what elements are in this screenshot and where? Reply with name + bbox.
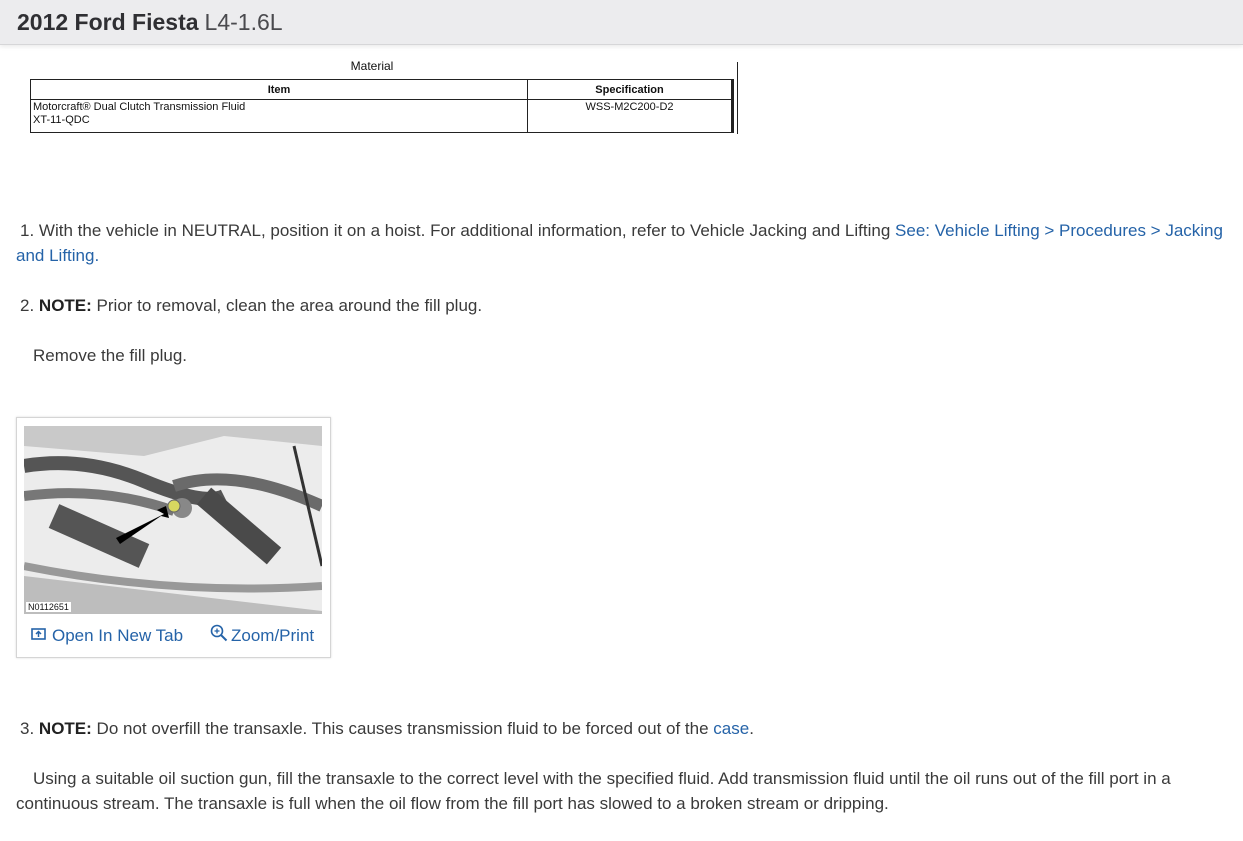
step-2: 2. NOTE: Prior to removal, clean the area around the fill plug.: [20, 296, 483, 315]
vehicle-lifting-link[interactable]: See: Vehicle Lifting > Procedures > Jacking and Lifting.: [16, 221, 1223, 265]
step-1-text: With the vehicle in NEUTRAL, position it on a hoist. For additional information, refer to Vehicle Jacking and Lifting: [38, 221, 891, 240]
step-3-action: Using a suitable oil suction gun, fill the transaxle to the correct level with the specified fluid. Add transmission fluid until the oil runs out of the fill port in a continuous stream. The transaxle is full when the oil flow from the fill port has slowed to a broken stream or dripping.: [16, 769, 1171, 813]
zoom-print-button[interactable]: Zoom/Print: [210, 624, 314, 647]
fill-plug-illustration[interactable]: [24, 426, 322, 614]
case-link[interactable]: case: [713, 719, 750, 738]
open-new-tab-button[interactable]: Open In New Tab: [31, 626, 183, 646]
material-table-section: [30, 58, 738, 133]
material-caption: Material: [350, 59, 394, 73]
item-cell: Motorcraft® Dual Clutch Transmission Fluid XT-11-QDC: [31, 100, 528, 133]
engine-label: L4-1.6L: [204, 8, 283, 35]
material-table: [30, 79, 734, 133]
figure-id: N0112651: [28, 602, 69, 612]
vehicle-title: 2012 Ford Fiesta: [17, 8, 199, 35]
step-1: 1. With the vehicle in NEUTRAL, position it on a hoist. For additional information, refer to Vehicle Jacking and Lifting See: Vehicle Lifting > Procedures > Jacking and Lifting.: [16, 221, 1223, 265]
open-new-tab-icon: [31, 626, 46, 646]
specification-cell: WSS-M2C200-D2: [528, 100, 733, 133]
figure-actions: [17, 623, 330, 653]
page-header: [0, 0, 1243, 45]
column-header-item: Item: [31, 80, 528, 100]
figure-card: [16, 417, 331, 658]
zoom-magnifier-icon: [210, 624, 228, 647]
note-label: NOTE:: [38, 719, 92, 738]
step-3: 3. NOTE: Do not overfill the transaxle. This causes transmission fluid to be forced out of the case.: [20, 719, 754, 738]
note-label: NOTE:: [38, 296, 92, 315]
step-2-note: Prior to removal, clean the area around the fill plug.: [96, 296, 483, 315]
step-2-action: Remove the fill plug.: [33, 346, 188, 365]
column-header-specification: Specification: [528, 80, 733, 100]
table-row: [31, 100, 733, 133]
